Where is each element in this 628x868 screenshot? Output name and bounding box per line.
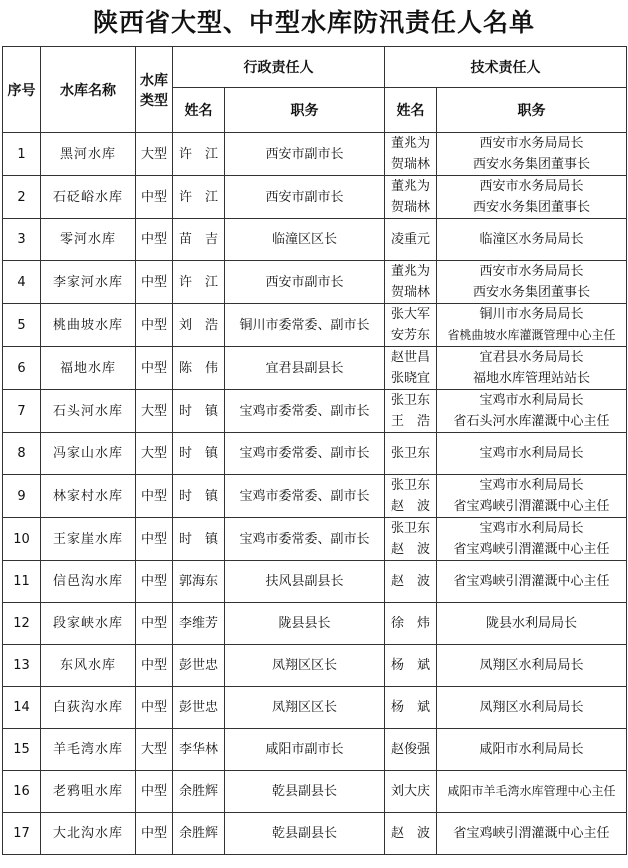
reservoir-name-cell: 零河水库 (41, 219, 136, 261)
seq-cell: 9 (3, 475, 41, 518)
admin-name-cell: 时 镇 (173, 518, 225, 561)
tech-position-cell (437, 261, 627, 304)
tech-position-cell (437, 603, 627, 645)
tech-name: 张卫东 (390, 393, 430, 408)
tech-name-cell (385, 475, 437, 518)
tech-position: 省宝鸡峡引渭灌溉中心主任 (453, 574, 610, 589)
tech-name: 安芳东 (390, 328, 430, 343)
table-row (3, 176, 627, 219)
tech-position-cell (437, 390, 627, 433)
admin-position-cell: 咸阳市副市长 (225, 729, 385, 771)
reservoir-type-cell: 中型 (136, 645, 173, 687)
admin-name-cell: 彭世忠 (173, 645, 225, 687)
admin-position-cell: 凤翔区区长 (225, 687, 385, 729)
tech-name-cell (385, 771, 437, 813)
tech-position: 西安市水务局局长 (479, 179, 584, 194)
page-title: 陕西省大型、中型水库防汛责任人名单 (92, 8, 535, 37)
seq-cell: 11 (3, 561, 41, 603)
table-row (3, 475, 627, 518)
admin-position-cell: 宜君县副县长 (225, 347, 385, 390)
tech-position: 临潼区水务局局长 (479, 232, 584, 247)
reservoir-name-cell: 东风水库 (41, 645, 136, 687)
seq-cell: 15 (3, 729, 41, 771)
reservoir-type-cell: 中型 (136, 813, 173, 855)
tech-position-cell (437, 433, 627, 475)
reservoir-name-cell: 福地水库 (41, 347, 136, 390)
seq-cell: 7 (3, 390, 41, 433)
reservoir-type-cell: 大型 (136, 133, 173, 176)
reservoir-name-cell: 李家河水库 (41, 261, 136, 304)
tech-position-cell (437, 561, 627, 603)
admin-name-cell: 李华林 (173, 729, 225, 771)
tech-name: 贺瑞林 (390, 157, 430, 172)
responsibility-table (2, 46, 627, 855)
tech-position: 西安市水务局局长 (479, 264, 584, 279)
tech-name-cell (385, 603, 437, 645)
reservoir-name-cell: 黑河水库 (41, 133, 136, 176)
admin-position-cell: 临潼区区长 (225, 219, 385, 261)
tech-name: 张晓宜 (390, 371, 430, 386)
reservoir-type-cell: 中型 (136, 347, 173, 390)
tech-position: 咸阳市水利局局长 (479, 742, 584, 757)
tech-name: 董兆为 (390, 264, 430, 279)
admin-position-cell: 西安市副市长 (225, 176, 385, 219)
tech-position: 西安市水务局局长 (479, 136, 584, 151)
tech-name: 徐 炜 (390, 616, 430, 631)
tech-position: 宝鸡市水利局局长 (479, 521, 584, 536)
tech-name-cell (385, 261, 437, 304)
admin-position-cell: 西安市副市长 (225, 261, 385, 304)
admin-position-cell: 陇县县长 (225, 603, 385, 645)
reservoir-name-cell: 大北沟水库 (41, 813, 136, 855)
reservoir-type-cell: 中型 (136, 603, 173, 645)
seq-cell: 8 (3, 433, 41, 475)
table-row (3, 813, 627, 855)
reservoir-type-cell: 中型 (136, 475, 173, 518)
tech-name-cell (385, 176, 437, 219)
tech-name-cell (385, 518, 437, 561)
admin-position-cell: 乾县副县长 (225, 771, 385, 813)
tech-name-cell (385, 390, 437, 433)
reservoir-type-cell: 大型 (136, 390, 173, 433)
table-row (3, 561, 627, 603)
tech-position: 西安水务集团董事长 (472, 157, 590, 172)
reservoir-name-cell: 白荻沟水库 (41, 687, 136, 729)
table-row (3, 133, 627, 176)
tech-position-cell (437, 729, 627, 771)
seq-cell: 5 (3, 304, 41, 347)
reservoir-type-cell: 中型 (136, 219, 173, 261)
header-reservoir: 水库名称 (41, 47, 136, 133)
seq-cell: 12 (3, 603, 41, 645)
header-admin-position: 职务 (225, 88, 385, 133)
reservoir-type-cell: 中型 (136, 304, 173, 347)
tech-name-cell (385, 219, 437, 261)
tech-position-cell (437, 133, 627, 176)
tech-name-cell (385, 133, 437, 176)
tech-name: 赵 波 (390, 542, 430, 557)
admin-position-cell: 西安市副市长 (225, 133, 385, 176)
reservoir-name-cell: 段家峡水库 (41, 603, 136, 645)
tech-name-cell (385, 687, 437, 729)
tech-name: 赵 波 (390, 826, 430, 841)
header-tech: 技术责任人 (385, 47, 627, 88)
tech-name: 杨 斌 (390, 658, 430, 673)
reservoir-name-cell: 石砭峪水库 (41, 176, 136, 219)
tech-name: 杨 斌 (390, 700, 430, 715)
table-row (3, 433, 627, 475)
table-row (3, 771, 627, 813)
admin-name-cell: 李维芳 (173, 603, 225, 645)
tech-position: 宜君县水务局局长 (479, 350, 584, 365)
admin-name-cell: 刘 浩 (173, 304, 225, 347)
reservoir-name-cell: 羊毛湾水库 (41, 729, 136, 771)
admin-name-cell: 许 江 (173, 133, 225, 176)
reservoir-type-cell: 中型 (136, 687, 173, 729)
reservoir-type-cell: 中型 (136, 176, 173, 219)
reservoir-type-cell: 中型 (136, 518, 173, 561)
tech-position: 福地水库管理站站长 (472, 371, 590, 386)
admin-name-cell: 时 镇 (173, 433, 225, 475)
admin-name-cell: 苗 吉 (173, 219, 225, 261)
seq-cell: 4 (3, 261, 41, 304)
reservoir-name-cell: 石头河水库 (41, 390, 136, 433)
reservoir-name-cell: 林家村水库 (41, 475, 136, 518)
tech-name: 张卫东 (390, 446, 430, 461)
table-row (3, 347, 627, 390)
admin-name-cell: 陈 伟 (173, 347, 225, 390)
tech-name: 张大军 (390, 307, 430, 322)
tech-position: 宝鸡市水利局局长 (479, 446, 584, 461)
admin-position-cell: 宝鸡市委常委、副市长 (225, 390, 385, 433)
table-body (3, 133, 627, 855)
tech-position: 铜川市水务局局长 (479, 307, 584, 322)
tech-position: 凤翔区水利局局长 (479, 700, 584, 715)
tech-name-cell (385, 813, 437, 855)
tech-position: 省宝鸡峡引渭灌溉中心主任 (453, 542, 610, 557)
seq-cell: 14 (3, 687, 41, 729)
tech-position: 省宝鸡峡引渭灌溉中心主任 (453, 826, 610, 841)
reservoir-type-cell: 中型 (136, 561, 173, 603)
table-row (3, 729, 627, 771)
tech-name: 董兆为 (390, 179, 430, 194)
tech-position-cell (437, 176, 627, 219)
tech-position: 宝鸡市水利局局长 (479, 393, 584, 408)
table-row (3, 518, 627, 561)
tech-name-cell (385, 304, 437, 347)
reservoir-type-cell: 中型 (136, 261, 173, 304)
table-row (3, 219, 627, 261)
table-row (3, 603, 627, 645)
reservoir-type-cell: 大型 (136, 729, 173, 771)
admin-position-cell: 宝鸡市委常委、副市长 (225, 433, 385, 475)
tech-name: 赵 波 (390, 574, 430, 589)
admin-name-cell: 余胜辉 (173, 813, 225, 855)
tech-position: 西安水务集团董事长 (472, 285, 590, 300)
tech-name: 赵俊强 (390, 742, 430, 757)
tech-position-cell (437, 687, 627, 729)
tech-name: 张卫东 (390, 521, 430, 536)
admin-name-cell: 时 镇 (173, 390, 225, 433)
tech-position: 省石头河水库灌溉中心主任 (453, 414, 610, 429)
tech-name: 董兆为 (390, 136, 430, 151)
admin-name-cell: 许 江 (173, 176, 225, 219)
seq-cell: 3 (3, 219, 41, 261)
header-type: 水库类型 (136, 47, 173, 133)
reservoir-name-cell: 桃曲坡水库 (41, 304, 136, 347)
reservoir-type-cell: 大型 (136, 433, 173, 475)
reservoir-name-cell: 王家崖水库 (41, 518, 136, 561)
tech-name: 赵世昌 (390, 350, 430, 365)
header-admin: 行政责任人 (173, 47, 385, 88)
tech-name-cell (385, 561, 437, 603)
header-tech-name: 姓名 (385, 88, 437, 133)
reservoir-name-cell: 信邑沟水库 (41, 561, 136, 603)
tech-name: 刘大庆 (390, 784, 430, 799)
seq-cell: 6 (3, 347, 41, 390)
tech-position: 咸阳市羊毛湾水库管理中心主任 (447, 784, 616, 798)
tech-position-cell (437, 518, 627, 561)
tech-name: 贺瑞林 (390, 200, 430, 215)
header-admin-name: 姓名 (173, 88, 225, 133)
table-row (3, 687, 627, 729)
tech-name: 凌重元 (390, 232, 430, 247)
table-row (3, 304, 627, 347)
admin-name-cell: 彭世忠 (173, 687, 225, 729)
tech-name: 贺瑞林 (390, 285, 430, 300)
header-tech-position: 职务 (437, 88, 627, 133)
tech-position-cell (437, 475, 627, 518)
seq-cell: 13 (3, 645, 41, 687)
admin-name-cell: 余胜辉 (173, 771, 225, 813)
admin-name-cell: 许 江 (173, 261, 225, 304)
tech-position: 陇县水利局局长 (485, 616, 577, 631)
reservoir-type-cell: 中型 (136, 771, 173, 813)
reservoir-name-cell: 老鸦咀水库 (41, 771, 136, 813)
tech-name-cell (385, 645, 437, 687)
seq-cell: 1 (3, 133, 41, 176)
tech-position: 宝鸡市水利局局长 (479, 478, 584, 493)
tech-position: 省桃曲坡水库灌溉管理中心主任 (447, 328, 616, 342)
seq-cell: 16 (3, 771, 41, 813)
seq-cell: 2 (3, 176, 41, 219)
reservoir-name-cell: 冯家山水库 (41, 433, 136, 475)
tech-position-cell (437, 645, 627, 687)
table-row (3, 261, 627, 304)
tech-name: 张卫东 (390, 478, 430, 493)
tech-position: 省宝鸡峡引渭灌溉中心主任 (453, 499, 610, 514)
tech-position-cell (437, 347, 627, 390)
admin-position-cell: 宝鸡市委常委、副市长 (225, 518, 385, 561)
tech-name-cell (385, 433, 437, 475)
header-seq: 序号 (3, 47, 41, 133)
admin-name-cell: 郭海东 (173, 561, 225, 603)
admin-position-cell: 凤翔区区长 (225, 645, 385, 687)
admin-position-cell: 铜川市委常委、副市长 (225, 304, 385, 347)
admin-position-cell: 乾县副县长 (225, 813, 385, 855)
tech-name-cell (385, 729, 437, 771)
tech-position: 凤翔区水利局局长 (479, 658, 584, 673)
admin-name-cell: 时 镇 (173, 475, 225, 518)
tech-position-cell (437, 304, 627, 347)
tech-position: 西安水务集团董事长 (472, 200, 590, 215)
tech-position-cell (437, 771, 627, 813)
tech-name: 王 浩 (390, 414, 430, 429)
seq-cell: 17 (3, 813, 41, 855)
tech-position-cell (437, 219, 627, 261)
table-row (3, 390, 627, 433)
table-row (3, 645, 627, 687)
tech-name-cell (385, 347, 437, 390)
admin-position-cell: 宝鸡市委常委、副市长 (225, 475, 385, 518)
seq-cell: 10 (3, 518, 41, 561)
tech-name: 赵 波 (390, 499, 430, 514)
tech-position-cell (437, 813, 627, 855)
admin-position-cell: 扶风县副县长 (225, 561, 385, 603)
